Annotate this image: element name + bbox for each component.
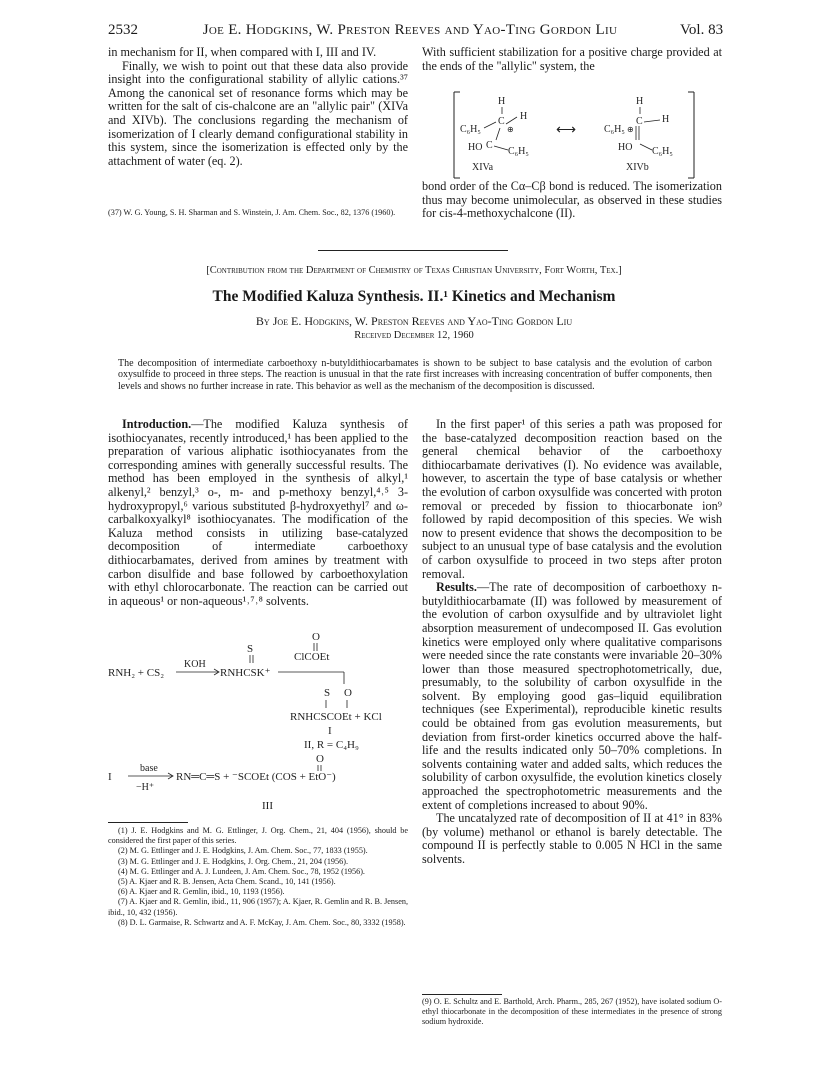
- volume-label: Vol. 83: [680, 22, 724, 38]
- xiva-phenyl2: C₆H₅: [508, 146, 529, 157]
- xivb-ho: HO: [618, 142, 633, 153]
- top-right-intro: With sufficient stabilization for a positive charge provided at the ends of the "allylic" system, the: [422, 45, 722, 73]
- scheme-roman-i: I: [328, 725, 332, 737]
- xiva-phenyl: C₆H₅: [460, 124, 481, 135]
- xiva-h-right: H: [520, 111, 528, 122]
- left-body-column: [108, 418, 408, 608]
- structure-diagram: [422, 88, 722, 180]
- footnote-7: (7) A. Kjaer and R. Gemlin, ibid., 11, 906 (1957); A. Kjaer, R. Gemlin and R. B. Jensen, ibid., 10, 432 (1956).: [108, 897, 408, 917]
- scheme-clcooet: ClCOEt: [294, 651, 330, 663]
- allylic-structures: [422, 88, 722, 180]
- xivb-h-top: H: [636, 96, 644, 107]
- xivb-c: C: [636, 116, 643, 127]
- scheme-final-products: RN═C═S + ⁻SCOEt (COS + EtO⁻): [176, 771, 336, 783]
- footnote-9: (9) O. E. Schultz and E. Barthold, Arch. Pharm., 285, 267 (1952), have isolated sodium O-ethyl thiocarbonate in the decomposition of these intermediates in the presence of strong sodium hydroxide.: [422, 997, 722, 1027]
- byline: By Joe E. Hodgkins, W. Preston Reeves and Yao-Ting Gordon Liu: [255, 314, 573, 328]
- scheme-o3: O: [316, 753, 324, 765]
- scheme-minus-h: −H⁺: [136, 782, 155, 793]
- scheme-compound-ii: II, R = C₄H₉: [304, 739, 359, 751]
- xivb-charge: ⊕: [627, 125, 634, 134]
- scheme-base: base: [140, 763, 158, 774]
- results-text: —The rate of decomposition of carboethoxy n-butyldithiocarbamate (II) was followed by measurement of the evolution of carbon oxysulfide and by ultraviolet light absorption measurement of undecomposed II. Gas evolution kinetics were employed only where qualitative comparisons were needed since the rate constants were invariable 20–30% lower than those measured spectrophotometrically, due, presumably, to the solubility of carbon oxysulfide in the solvent. By employing good gas–liquid equilibration techniques (see Experimental), reproducible kinetic results could be obtained from gas evolution measurements, but deviation from first-order kinetics occurred above the half-life and the results indicated only 50–70% completions. In solvents containing water and added salts, which reduces the solubility of carbon oxysulfide, the evolution kinetics closely approached the spectrophotometric measurements and the extent of completions increased to about 90%.: [422, 580, 722, 812]
- xiva-ho: HO: [468, 142, 483, 153]
- scheme-o2: O: [344, 687, 352, 699]
- reaction-scheme: [108, 628, 408, 794]
- contribution-line: [Contribution from the Department of Chemistry of Texas Christian University, Fort Worth, Tex.]: [206, 265, 622, 276]
- footnote-3: (3) M. G. Ettlinger and J. E. Hodgkins, J. Org. Chem., 21, 204 (1956).: [118, 856, 348, 866]
- footnote-rule-right: [422, 994, 502, 995]
- footnote-8: (8) D. L. Garmaise, R. Schwartz and A. F. McKay, J. Am. Chem. Soc., 80, 3332 (1958).: [118, 917, 406, 927]
- abstract: The decomposition of intermediate carboethoxy n-butyldithiocarbamates is shown to be subject to base catalysis and the evolution of carbon oxysulfide to proceed in three steps. The reaction is unusual in that the rate first increases with increasing concentration of buffer components, then levels and shows no further increase in rate. This behavior as well as the mechanism of the decomposition is discussed.: [118, 358, 712, 392]
- svg-text:⊕: ⊕: [507, 125, 514, 134]
- scheme-roman-iii: III: [262, 800, 273, 812]
- allylic-paragraph: Finally, we wish to point out that these data also provide insight into the configurational stability of allylic cations.³⁷ Among the canonical set of resonance forms which may be written for the salt of cis-chalcone are an "allylic pair" (XIVa and XIVb). The conclusions regarding the mechanism of isomerization of I clearly demand configurational stability in this system, since the isomerization is effected only by the attachment of water (eq. 2).: [108, 58, 408, 168]
- xiva-c: C: [498, 116, 505, 127]
- scheme-reactants: RNH₂ + CS₂: [108, 667, 165, 679]
- reaction-scheme-diagram: [108, 628, 408, 794]
- xivb-phenyl: C₆H₅: [604, 124, 625, 135]
- page-number: 2532: [108, 22, 138, 38]
- footnote-37: (37) W. G. Young, S. H. Sharman and S. Winstein, J. Am. Chem. Soc., 82, 1376 (1960).: [108, 208, 396, 217]
- results-heading: Results.: [436, 580, 477, 595]
- resonance-arrow: ⟷: [556, 123, 577, 138]
- xiva-h-top: H: [498, 96, 506, 107]
- footnote-1: (1) J. E. Hodgkins and M. G. Ettlinger, J. Org. Chem., 21, 404 (1956), should be considered the first paper of this series.: [108, 826, 408, 846]
- scheme-i-start: I: [108, 771, 112, 783]
- footnote-2: (2) M. G. Ettlinger and J. E. Hodgkins, J. Am. Chem. Soc., 77, 1833 (1955).: [118, 846, 368, 856]
- footnote-list: [108, 826, 408, 928]
- scheme-s2: S: [324, 687, 331, 699]
- received-date: Received December 12, 1960: [354, 330, 474, 341]
- scheme-s-top: S: [247, 643, 254, 655]
- scheme-koh: KOH: [184, 659, 206, 670]
- scheme-o-top: O: [312, 631, 320, 643]
- running-head-authors: Joe E. Hodgkins, W. Preston Reeves and Yao-Ting Gordon Liu: [202, 22, 618, 38]
- introduction-heading: Introduction.: [122, 417, 192, 431]
- right-body-column: [422, 418, 722, 867]
- xivb-label: XIVb: [626, 162, 649, 173]
- scheme-dithiocarbamate: RNHCSK⁺: [220, 667, 271, 679]
- xivb-phenyl2: C₆H₅: [652, 146, 673, 157]
- scheme-product: RNHCSCOEt + KCl: [290, 711, 382, 723]
- xiva-c2: C: [486, 140, 493, 151]
- top-left-column: [108, 46, 408, 168]
- article-title: The Modified Kaluza Synthesis. II.¹ Kinetics and Mechanism: [212, 288, 616, 305]
- top-right-conclusion: bond order of the Cα–Cβ bond is reduced. The isomerization thus may become unimolecular, as observed in these studies for cis-4-methoxychalcone (II).: [422, 179, 722, 221]
- footnote-6: (6) A. Kjaer and R. Gemlin, ibid., 10, 1193 (1956).: [118, 887, 285, 897]
- xivb-h-right: H: [662, 114, 670, 125]
- xiva-label: XIVa: [472, 162, 494, 173]
- footnote-5: (5) A. Kjaer and R. B. Jensen, Acta Chem. Scand., 10, 141 (1956).: [118, 877, 336, 887]
- footnote-rule: [108, 822, 188, 823]
- continuation-paragraph: in mechanism for II, when compared with I, III and IV.: [108, 45, 377, 59]
- introduction-text: —The modified Kaluza synthesis of isothiocyanates, recently introduced,¹ has been applied to the preparation of various aliphatic isothiocyanates from the corresponding amines with generally successful results. The method has been employed in the synthesis of alkyl,¹ alkenyl,² benzyl,³ o-, m- and p-methoxy benzyl,⁴˒⁵ 3-hydroxypropyl,⁶ various substituted β-hydroxyethyl⁷ and ω-carbalkoxyalkyl⁸ isothiocyanates. The modification of the Kaluza method consists in utilizing base-catalyzed decomposition of intermediate carboethoxy dithiocarbamates, derived from amines by treatment with carbon disulfide and base followed by carboethoxylation with ethyl chlorocarbonate. The reaction can be carried out in aqueous¹ or non-aqueous¹˒⁷˒⁸ solvents.: [108, 417, 408, 608]
- uncatalyzed-paragraph: The uncatalyzed rate of decomposition of II at 41° in 83% (by volume) methanol or ethanol is barely detectable. The compound II is perfectly stable to 0.005 N HCl in the same solvents.: [422, 811, 722, 866]
- first-paper-paragraph: In the first paper¹ of this series a path was proposed for the base-catalyzed decomposition reaction based on the general chemical behavior of the carboethoxy dithiocarbamate derivatives (I). No evidence was available, however, to ascertain the type of base catalysis or whether the evolution of carbon oxysulfide was concerted with proton removal or preceded by fission to thiocarbonate ion⁹ followed by rapid decomposition of this species. We wish now to present evidence that shows the decomposition to be subject to an unusual type of base catalysis and the evolution of carbon oxysulfide to proceed in two steps after proton removal.: [422, 417, 722, 581]
- footnote-4: (4) M. G. Ettlinger and A. J. Lundeen, J. Am. Chem. Soc., 78, 1952 (1956).: [118, 866, 365, 876]
- section-divider: [318, 250, 508, 251]
